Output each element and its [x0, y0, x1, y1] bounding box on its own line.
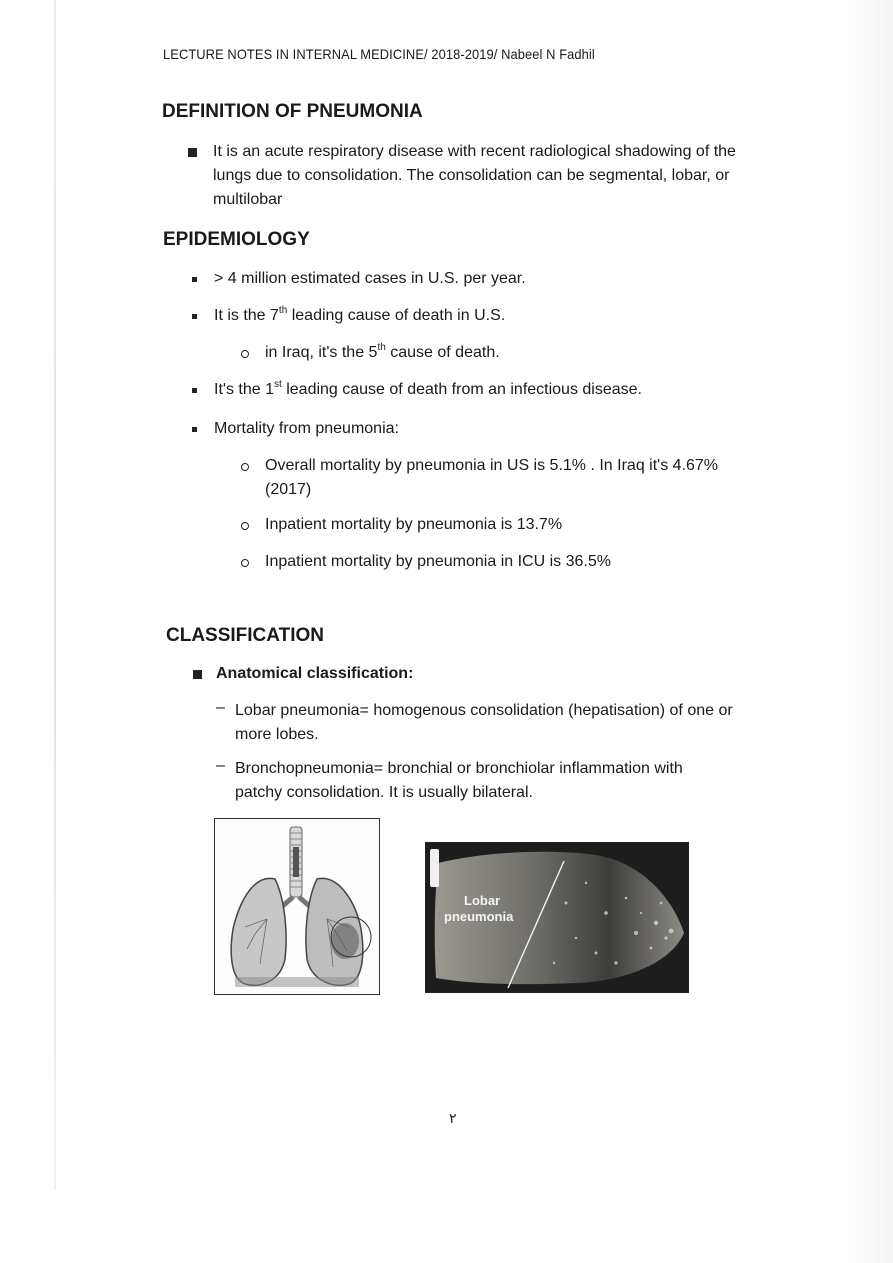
lung-diagram-figure — [214, 818, 380, 995]
epi-bullet-3: It's the 1st leading cause of death from an infectious disease. — [214, 379, 642, 398]
dash-bullet-icon: – — [216, 757, 225, 774]
figure-label-line2: pneumonia — [444, 909, 514, 924]
epi-bullet-1: > 4 million estimated cases in U.S. per year. — [214, 270, 526, 287]
circle-bullet-icon — [241, 463, 249, 471]
bronchopneumonia-definition: Bronchopneumonia= bronchial or bronchiolar inflammation with patchy consolidation. It is usually bilateral. — [235, 760, 683, 801]
page-number: ٢ — [449, 1110, 457, 1126]
square-bullet-icon — [193, 670, 202, 679]
epi-sub-1: in Iraq, it's the 5th cause of death. — [265, 342, 500, 361]
lung-specimen-image — [426, 843, 688, 992]
lungs-illustration — [215, 819, 379, 994]
epi-bullet-2: It is the 7th leading cause of death in U.S. — [214, 305, 506, 324]
epi-sub-4: Inpatient mortality by pneumonia in ICU is 36.5% — [265, 553, 611, 570]
epi-sub-3: Inpatient mortality by pneumonia is 13.7% — [265, 516, 563, 533]
small-square-bullet-icon — [192, 388, 197, 393]
figure-label-line1: Lobar — [464, 893, 501, 908]
small-square-bullet-icon — [192, 277, 197, 282]
epi-bullet-4: Mortality from pneumonia: — [214, 420, 399, 437]
dash-bullet-icon: – — [216, 699, 225, 716]
circle-bullet-icon — [241, 559, 249, 567]
circle-bullet-icon — [241, 350, 249, 358]
small-square-bullet-icon — [192, 427, 197, 432]
small-square-bullet-icon — [192, 314, 197, 319]
page-header: LECTURE NOTES IN INTERNAL MEDICINE/ 2018-2019/ Nabeel N Fadhil — [163, 46, 595, 62]
scan-shadow — [847, 0, 893, 1263]
square-bullet-icon — [188, 148, 197, 157]
circle-bullet-icon — [241, 522, 249, 530]
scan-edge — [54, 0, 56, 1190]
epi-sub-2: Overall mortality by pneumonia in US is 5.1% . In Iraq it's 4.67% (2017) — [265, 457, 719, 498]
lobar-pneumonia-definition: Lobar pneumonia= homogenous consolidation (hepatisation) of one or more lobes. — [235, 702, 733, 743]
lobar-pneumonia-photo — [425, 842, 689, 993]
anatomical-classification-label: Anatomical classification: — [216, 665, 414, 682]
epidemiology-heading: EPIDEMIOLOGY — [163, 229, 310, 250]
definition-heading: DEFINITION OF PNEUMONIA — [162, 101, 423, 122]
classification-heading: CLASSIFICATION — [166, 625, 324, 646]
definition-text: It is an acute respiratory disease with recent radiological shadowing of the lungs due to consolidation. The consolidation can be segmental, lobar, or multilobar — [213, 143, 736, 208]
